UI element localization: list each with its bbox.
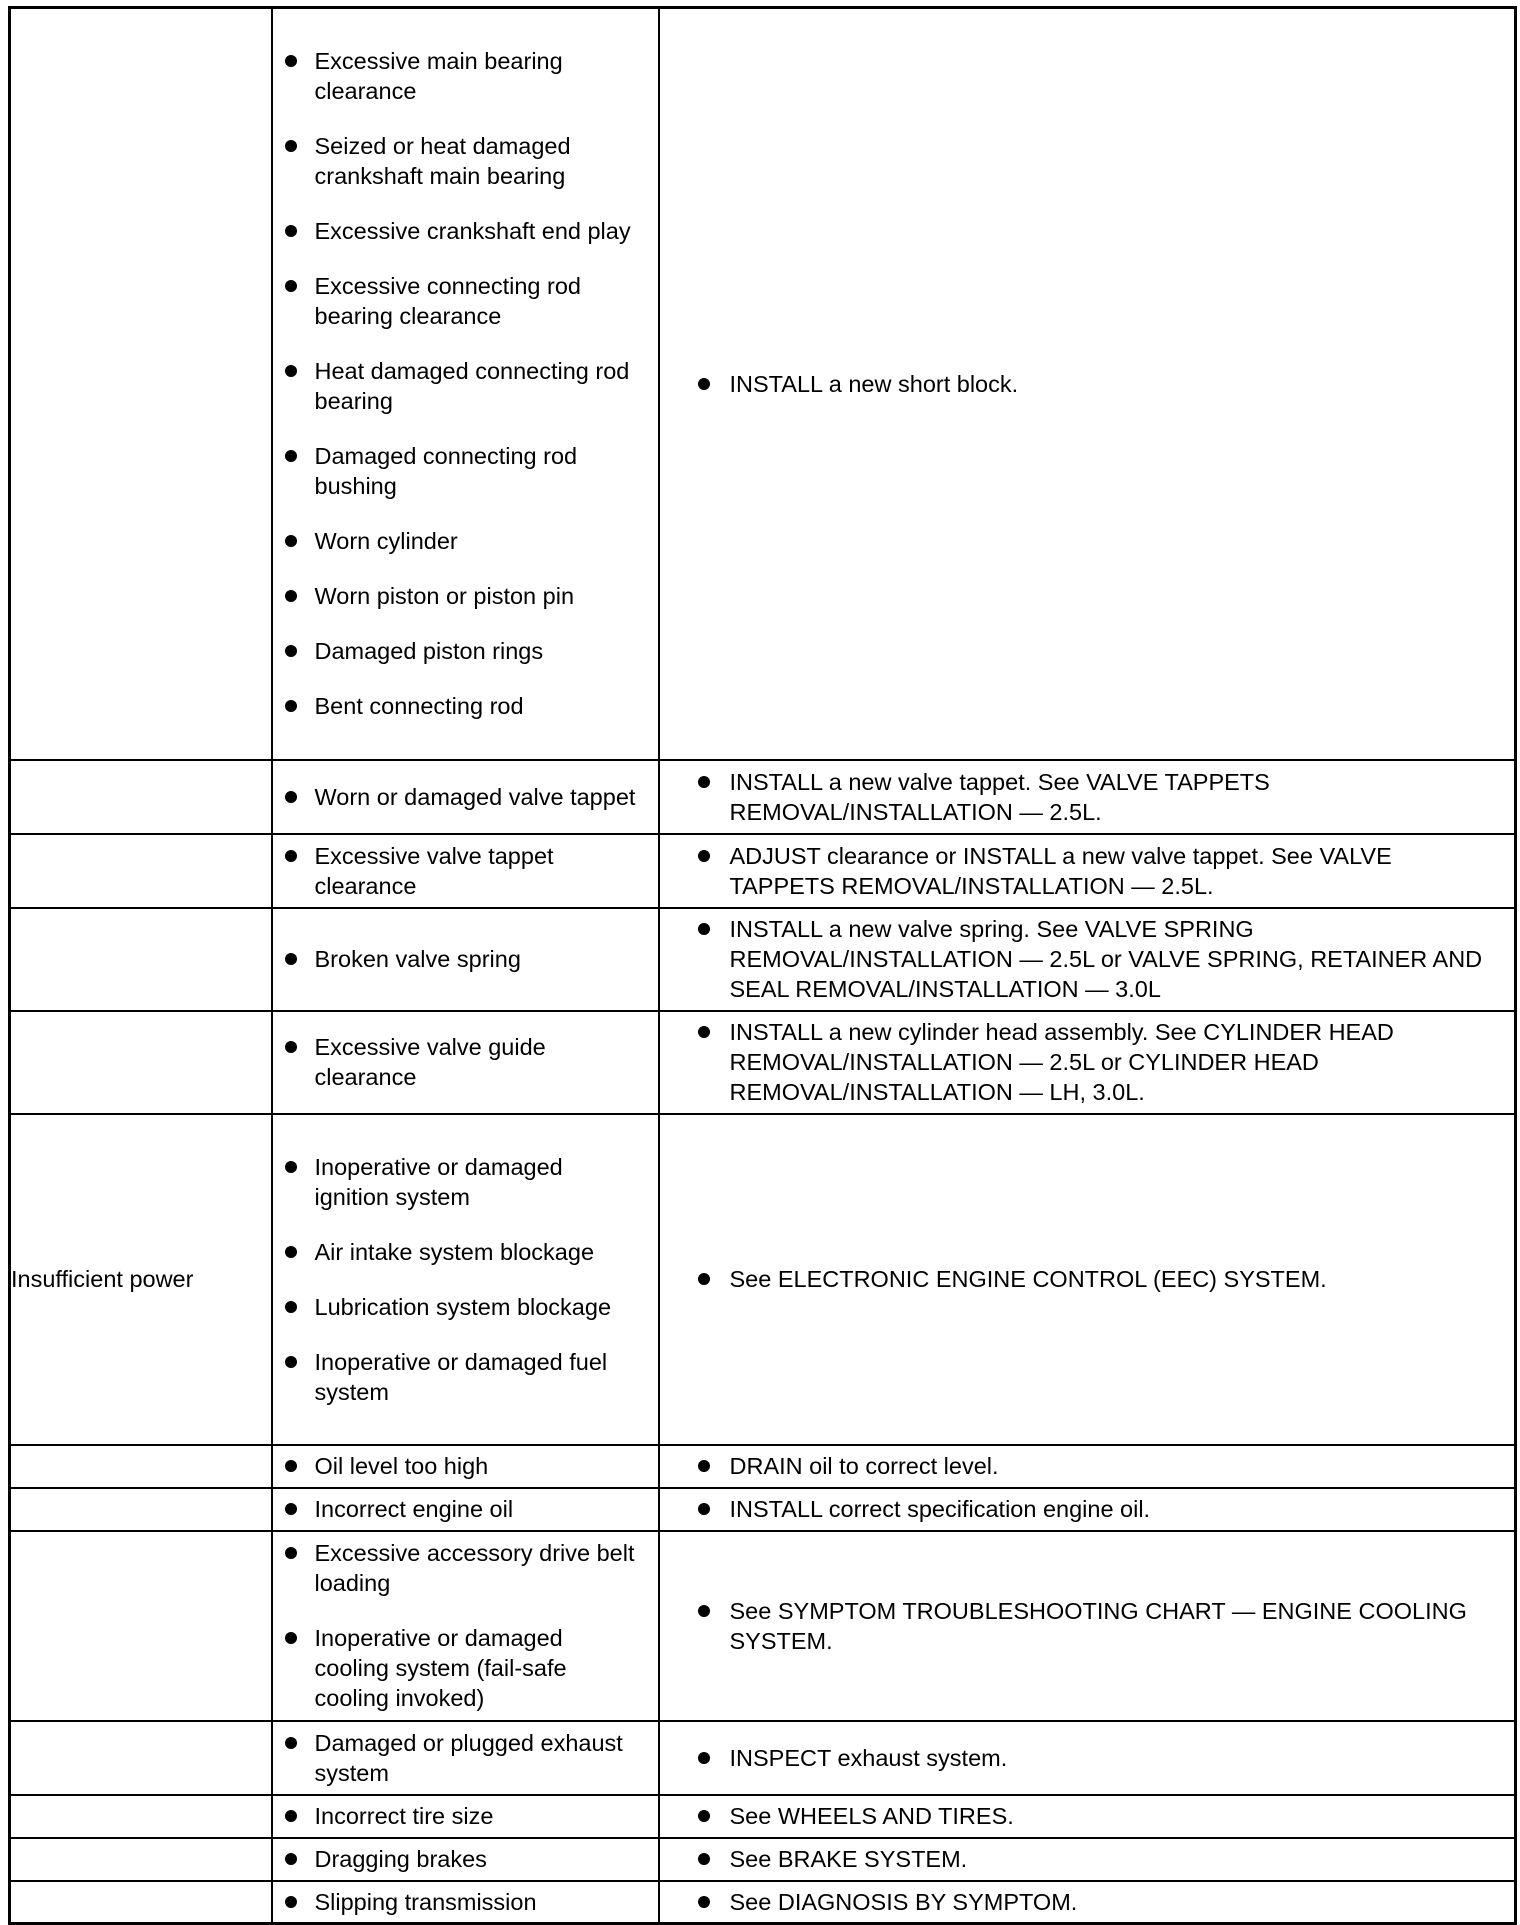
action-cell bbox=[659, 8, 1516, 760]
condition-cell bbox=[10, 1721, 272, 1795]
action-item: See ELECTRONIC ENGINE CONTROL (EEC) SYSTEM. bbox=[730, 1264, 1491, 1294]
list-item: Excessive crankshaft end play bbox=[315, 216, 638, 246]
list-item: Worn or damaged valve tappet bbox=[315, 782, 638, 812]
action-item: See WHEELS AND TIRES. bbox=[730, 1801, 1491, 1831]
action-item: DRAIN oil to correct level. bbox=[730, 1451, 1491, 1481]
list-item: Dragging brakes bbox=[315, 1844, 638, 1874]
action-item: INSTALL a new valve tappet. See VALVE TAPPETS REMOVAL/INSTALLATION — 2.5L. bbox=[730, 767, 1491, 827]
action-cell bbox=[659, 760, 1516, 834]
table-row bbox=[10, 834, 1516, 908]
list-item: Heat damaged connecting rod bearing bbox=[315, 356, 638, 416]
action-item: INSTALL a new cylinder head assembly. See CYLINDER HEAD REMOVAL/INSTALLATION — 2.5L or CYLINDER HEAD REMOVAL/INSTALLATION — LH, 3.0L. bbox=[730, 1017, 1491, 1107]
action-item: See BRAKE SYSTEM. bbox=[730, 1844, 1491, 1874]
list-item: Damaged or plugged exhaust system bbox=[315, 1728, 638, 1788]
list-item: Excessive valve guide clearance bbox=[315, 1032, 638, 1092]
condition-cell bbox=[10, 1531, 272, 1721]
list-item: Excessive accessory drive belt loading bbox=[315, 1538, 638, 1598]
table-row bbox=[10, 1838, 1516, 1881]
table-row bbox=[10, 1488, 1516, 1531]
table-row bbox=[10, 1011, 1516, 1114]
possible-source-cell bbox=[272, 1838, 659, 1881]
possible-source-cell bbox=[272, 8, 659, 760]
action-cell bbox=[659, 1881, 1516, 1924]
action-cell bbox=[659, 1114, 1516, 1445]
action-item: See SYMPTOM TROUBLESHOOTING CHART — ENGINE COOLING SYSTEM. bbox=[730, 1596, 1491, 1656]
condition-cell bbox=[10, 1011, 272, 1114]
possible-source-cell bbox=[272, 908, 659, 1011]
table-row bbox=[10, 1114, 1516, 1445]
list-item: Bent connecting rod bbox=[315, 691, 638, 721]
table-row bbox=[10, 760, 1516, 834]
list-item: Excessive connecting rod bearing clearance bbox=[315, 271, 638, 331]
list-item: Inoperative or damaged ignition system bbox=[315, 1152, 638, 1212]
condition-cell: Insufficient power bbox=[10, 1114, 272, 1445]
table-row bbox=[10, 1531, 1516, 1721]
list-item: Excessive main bearing clearance bbox=[315, 46, 638, 106]
table-row bbox=[10, 1881, 1516, 1924]
list-item: Damaged piston rings bbox=[315, 636, 638, 666]
condition-cell bbox=[10, 1795, 272, 1838]
list-item: Inoperative or damaged cooling system (fail-safe cooling invoked) bbox=[315, 1623, 638, 1713]
possible-source-cell bbox=[272, 1445, 659, 1488]
list-item: Worn cylinder bbox=[315, 526, 638, 556]
table-row bbox=[10, 1445, 1516, 1488]
table-row bbox=[10, 8, 1516, 760]
condition-cell bbox=[10, 1881, 272, 1924]
list-item: Inoperative or damaged fuel system bbox=[315, 1347, 638, 1407]
list-item: Lubrication system blockage bbox=[315, 1292, 638, 1322]
action-cell bbox=[659, 1838, 1516, 1881]
list-item: Excessive valve tappet clearance bbox=[315, 841, 638, 901]
action-cell bbox=[659, 1011, 1516, 1114]
action-item: INSPECT exhaust system. bbox=[730, 1743, 1491, 1773]
list-item: Damaged connecting rod bushing bbox=[315, 441, 638, 501]
possible-source-cell bbox=[272, 1011, 659, 1114]
action-item: INSTALL correct specification engine oil. bbox=[730, 1494, 1491, 1524]
action-item: INSTALL a new valve spring. See VALVE SPRING REMOVAL/INSTALLATION — 2.5L or VALVE SPRING, RETAINER AND SEAL REMOVAL/INSTALLATION — 3.0L bbox=[730, 914, 1491, 1004]
list-item: Incorrect engine oil bbox=[315, 1494, 638, 1524]
list-item: Air intake system blockage bbox=[315, 1237, 638, 1267]
possible-source-cell bbox=[272, 1881, 659, 1924]
action-item: See DIAGNOSIS BY SYMPTOM. bbox=[730, 1887, 1491, 1917]
list-item: Worn piston or piston pin bbox=[315, 581, 638, 611]
possible-source-cell bbox=[272, 760, 659, 834]
action-item: ADJUST clearance or INSTALL a new valve tappet. See VALVE TAPPETS REMOVAL/INSTALLATION — 2.5L. bbox=[730, 841, 1491, 901]
condition-cell bbox=[10, 1488, 272, 1531]
action-cell bbox=[659, 908, 1516, 1011]
condition-cell bbox=[10, 834, 272, 908]
action-cell bbox=[659, 1531, 1516, 1721]
possible-source-cell bbox=[272, 1721, 659, 1795]
list-item: Incorrect tire size bbox=[315, 1801, 638, 1831]
action-cell bbox=[659, 834, 1516, 908]
action-cell bbox=[659, 1721, 1516, 1795]
list-item: Slipping transmission bbox=[315, 1887, 638, 1917]
possible-source-cell bbox=[272, 1488, 659, 1531]
action-cell bbox=[659, 1445, 1516, 1488]
table-row bbox=[10, 1721, 1516, 1795]
action-cell bbox=[659, 1488, 1516, 1531]
action-cell bbox=[659, 1795, 1516, 1838]
table-row bbox=[10, 1795, 1516, 1838]
condition-cell bbox=[10, 1838, 272, 1881]
possible-source-cell bbox=[272, 1531, 659, 1721]
condition-cell bbox=[10, 8, 272, 760]
condition-cell bbox=[10, 1445, 272, 1488]
possible-source-cell bbox=[272, 1795, 659, 1838]
action-item: INSTALL a new short block. bbox=[730, 369, 1491, 399]
table-row bbox=[10, 908, 1516, 1011]
list-item: Broken valve spring bbox=[315, 944, 638, 974]
possible-source-cell bbox=[272, 1114, 659, 1445]
symptom-troubleshooting-table bbox=[8, 6, 1517, 1925]
list-item: Oil level too high bbox=[315, 1451, 638, 1481]
list-item: Seized or heat damaged crankshaft main bearing bbox=[315, 131, 638, 191]
condition-cell bbox=[10, 760, 272, 834]
condition-cell bbox=[10, 908, 272, 1011]
possible-source-cell bbox=[272, 834, 659, 908]
